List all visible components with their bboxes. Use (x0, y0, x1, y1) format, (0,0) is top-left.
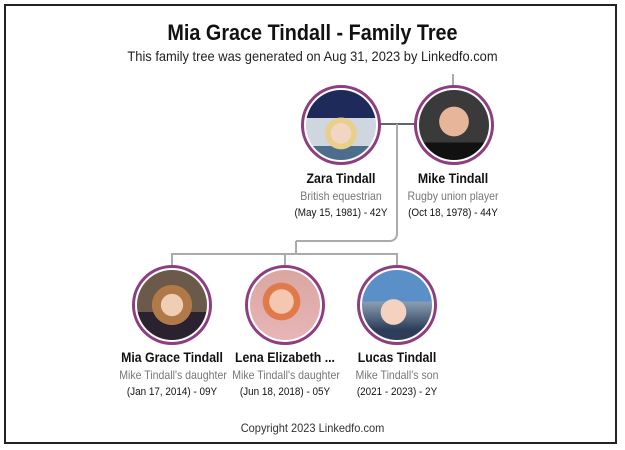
person-desc: Mike Tindall's son (355, 368, 439, 382)
person-dates: (Jun 18, 2018) - 05Y (239, 386, 331, 398)
person-dates: (2021 - 2023) - 2Y (356, 386, 438, 398)
parent-photo-zara[interactable] (301, 85, 381, 165)
connector (380, 123, 416, 125)
parent-card-mike (393, 170, 513, 219)
person-name[interactable]: Lucas Tindall (357, 349, 437, 365)
person-desc: Rugby union player (407, 189, 499, 203)
parent-photo-mike[interactable] (414, 85, 494, 165)
copyright: Copyright 2023 Linkedfo.com (240, 421, 385, 435)
page-title: Mia Grace Tindall - Family Tree (167, 20, 458, 45)
parent-card-zara (281, 170, 401, 219)
person-name[interactable]: Mia Grace Tindall (121, 349, 223, 365)
person-dates: (Oct 18, 1978) - 44Y (408, 207, 498, 219)
person-desc: British equestrian (300, 189, 382, 203)
person-dates: (Jan 17, 2014) - 09Y (126, 386, 218, 398)
person-desc: Mike Tindall's daughter (119, 368, 227, 382)
child-photo-lucas[interactable] (357, 265, 437, 345)
person-dates: (May 15, 1981) - 42Y (294, 207, 388, 219)
person-desc: Mike Tindall's daughter (232, 368, 340, 382)
person-name[interactable]: Lena Elizabeth ... (235, 349, 335, 365)
child-card-lena (225, 349, 345, 398)
person-name[interactable]: Zara Tindall (306, 170, 376, 186)
child-photo-mia[interactable] (132, 265, 212, 345)
child-card-lucas (337, 349, 457, 398)
child-photo-lena[interactable] (245, 265, 325, 345)
connector (296, 232, 398, 242)
child-card-mia (112, 349, 232, 398)
page-subtitle: This family tree was generated on Aug 31, 2023 by Linkedfo.com (127, 48, 498, 64)
person-name[interactable]: Mike Tindall (417, 170, 489, 186)
